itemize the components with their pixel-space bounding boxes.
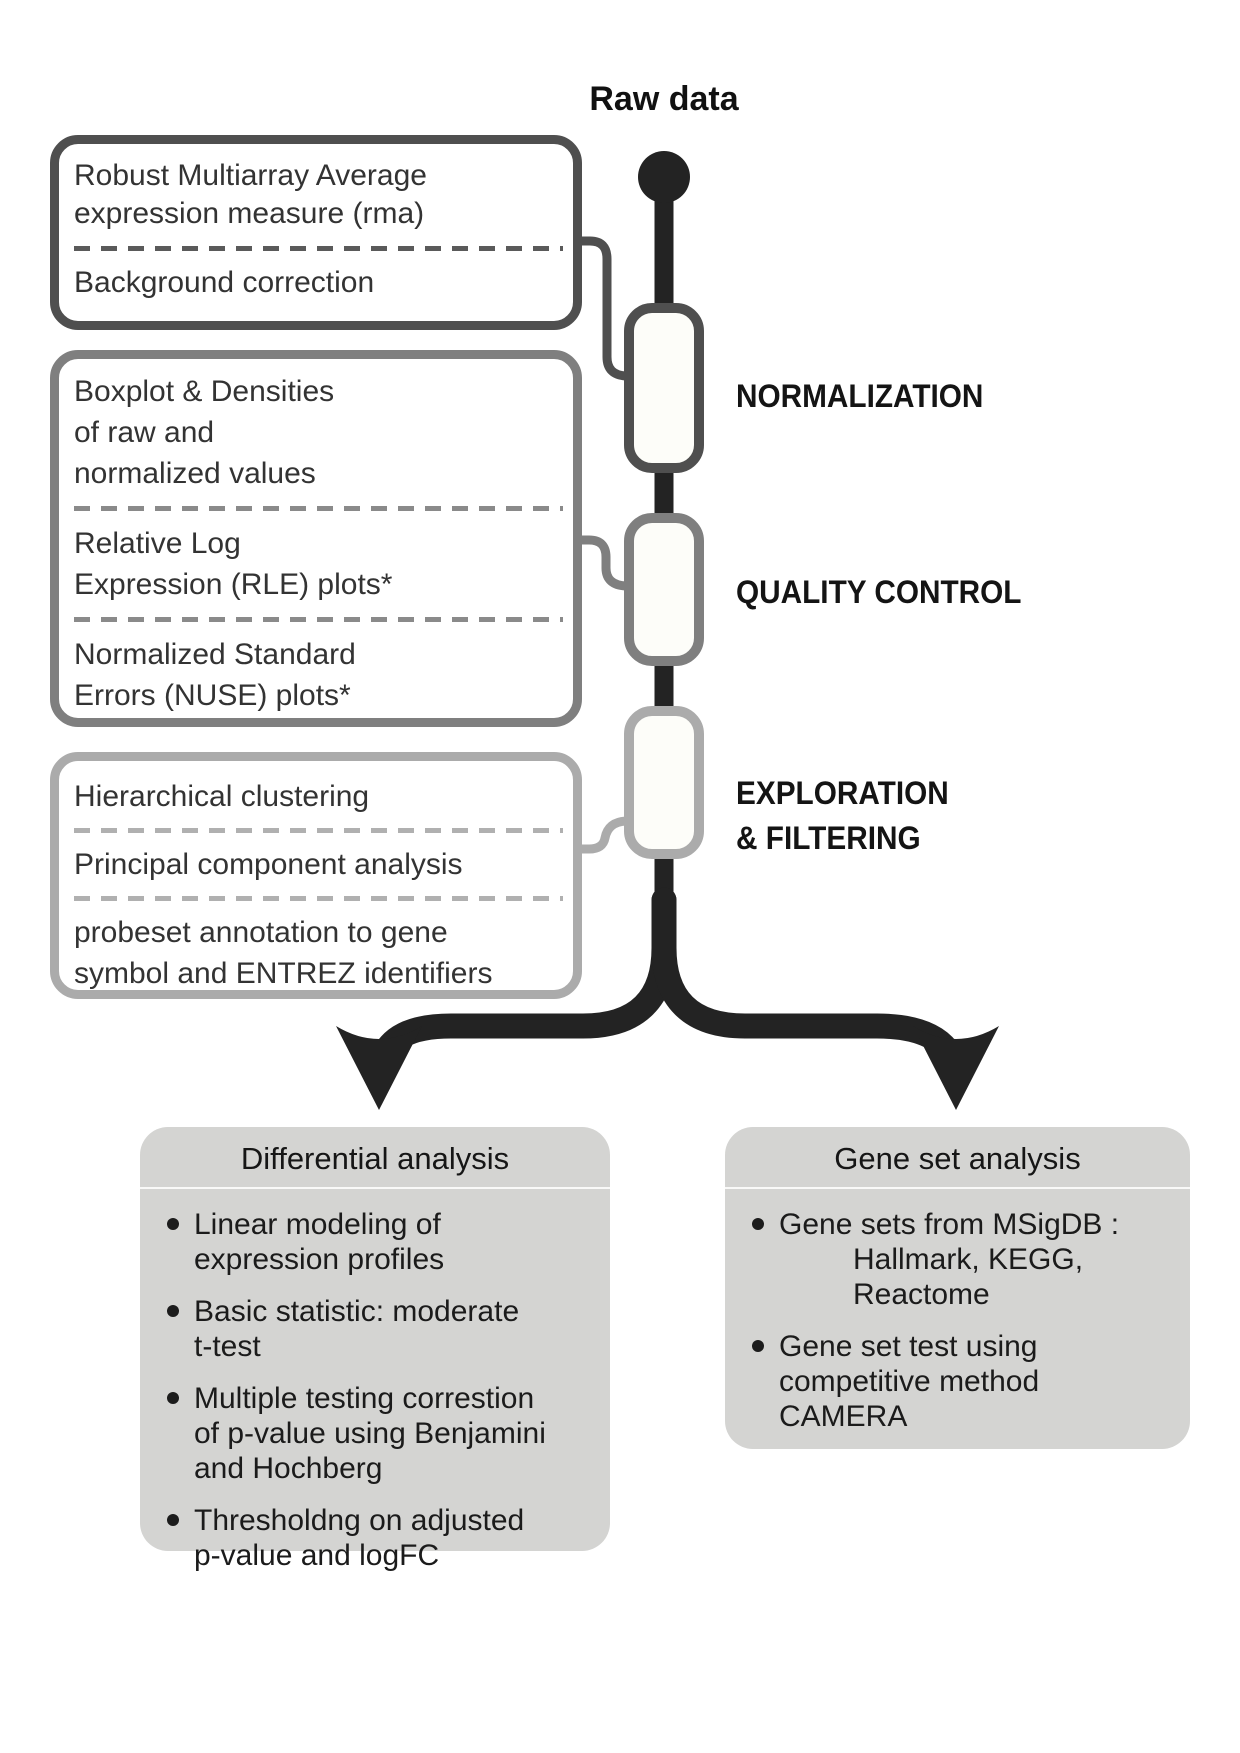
bullet-line: and Hochberg — [194, 1452, 383, 1485]
bullet-item — [167, 1503, 596, 1573]
bullet-line: Basic statistic: moderate — [194, 1295, 520, 1328]
bullet-item — [167, 1207, 596, 1277]
box-row — [74, 634, 563, 716]
step-text: expression measure (rma) — [74, 197, 425, 230]
raw-data-node — [638, 151, 690, 203]
stage-label-line: EXPLORATION — [736, 775, 949, 811]
step-text: Relative Log — [74, 527, 241, 560]
bullet-line: expression profiles — [194, 1243, 445, 1276]
bullet-line: p-value and logFC — [194, 1539, 440, 1572]
branch-right — [664, 900, 955, 1070]
bullet-line: of p-value using Benjamini — [194, 1417, 546, 1450]
step-text: Principal component analysis — [74, 848, 463, 881]
step-text: normalized values — [74, 457, 316, 490]
gene-set-analysis-box — [725, 1127, 1190, 1449]
box-row — [74, 776, 563, 817]
step-text: Hierarchical clustering — [74, 780, 370, 813]
box-row — [74, 264, 563, 302]
normalization-steps-box — [50, 135, 582, 330]
row-separator — [74, 828, 563, 833]
bullet-icon — [167, 1392, 179, 1404]
stage-label-line: NORMALIZATION — [736, 378, 984, 414]
bullet-item — [752, 1329, 1176, 1434]
step-text: Normalized Standard — [74, 638, 356, 671]
stage-label-quality-control — [736, 570, 1021, 615]
row-separator — [74, 246, 563, 251]
bullet-text — [194, 1381, 546, 1486]
box-row — [74, 157, 563, 233]
differential-analysis-body — [140, 1189, 610, 1573]
stage-label-exploration-filtering — [736, 771, 949, 861]
quality-control-steps-box — [50, 350, 582, 727]
arrowhead-right-icon — [913, 1026, 999, 1110]
normalization-pill — [629, 308, 699, 468]
step-text: Boxplot & Densities — [74, 375, 335, 408]
bullet-icon — [752, 1218, 764, 1230]
step-text: Robust Multiarray Average — [74, 159, 427, 192]
bullet-icon — [167, 1305, 179, 1317]
step-text: Background correction — [74, 266, 375, 299]
bullet-line: Linear modeling of — [194, 1208, 441, 1241]
bullet-line: t-test — [194, 1330, 261, 1363]
bullet-text — [194, 1294, 519, 1364]
step-text: Expression (RLE) plots* — [74, 568, 393, 601]
differential-analysis-title: Differential analysis — [240, 1141, 510, 1176]
step-text: of raw and — [74, 416, 215, 449]
bullet-item — [167, 1381, 596, 1486]
bullet-item — [167, 1294, 596, 1364]
bullet-line: Reactome — [853, 1278, 990, 1311]
bullet-text — [194, 1207, 444, 1277]
step-text: symbol and ENTREZ identifiers — [74, 957, 493, 990]
box-row — [74, 844, 563, 885]
bullet-icon — [167, 1514, 179, 1526]
bullet-line: Hallmark, KEGG, — [853, 1243, 1084, 1276]
stage-label-line: QUALITY CONTROL — [736, 574, 1022, 610]
bullet-icon — [752, 1340, 764, 1352]
bullet-line: Multiple testing correstion — [194, 1382, 535, 1415]
bullet-line: CAMERA — [779, 1400, 908, 1433]
row-separator — [74, 617, 563, 622]
box-row — [74, 371, 563, 494]
stage-label-line: & FILTERING — [736, 820, 921, 856]
row-separator — [74, 506, 563, 511]
bullet-text — [779, 1329, 1039, 1434]
bullet-line: Thresholdng on adjusted — [194, 1504, 525, 1537]
differential-analysis-box — [140, 1127, 610, 1572]
bullet-icon — [167, 1218, 179, 1230]
step-text: Errors (NUSE) plots* — [74, 679, 351, 712]
quality-control-pill — [629, 518, 699, 661]
bullet-line: competitive method — [779, 1365, 1040, 1398]
box-row — [74, 912, 563, 994]
stage-label-normalization — [736, 374, 983, 419]
gene-set-analysis-title: Gene set analysis — [834, 1141, 1081, 1176]
step-text: probeset annotation to gene — [74, 916, 448, 949]
box-row — [74, 523, 563, 605]
bullet-text — [779, 1207, 1119, 1312]
raw-data-label: Raw data — [589, 80, 739, 118]
row-separator — [74, 896, 563, 901]
exploration-steps-box — [50, 752, 582, 999]
bullet-item — [752, 1207, 1176, 1312]
exploration-pill — [629, 711, 699, 854]
bullet-line: Gene sets from MSigDB : — [779, 1208, 1120, 1241]
arrowhead-left-icon — [336, 1026, 422, 1110]
bullet-text — [194, 1503, 524, 1573]
bullet-line: Gene set test using — [779, 1330, 1038, 1363]
gene-set-analysis-body — [725, 1189, 1190, 1434]
